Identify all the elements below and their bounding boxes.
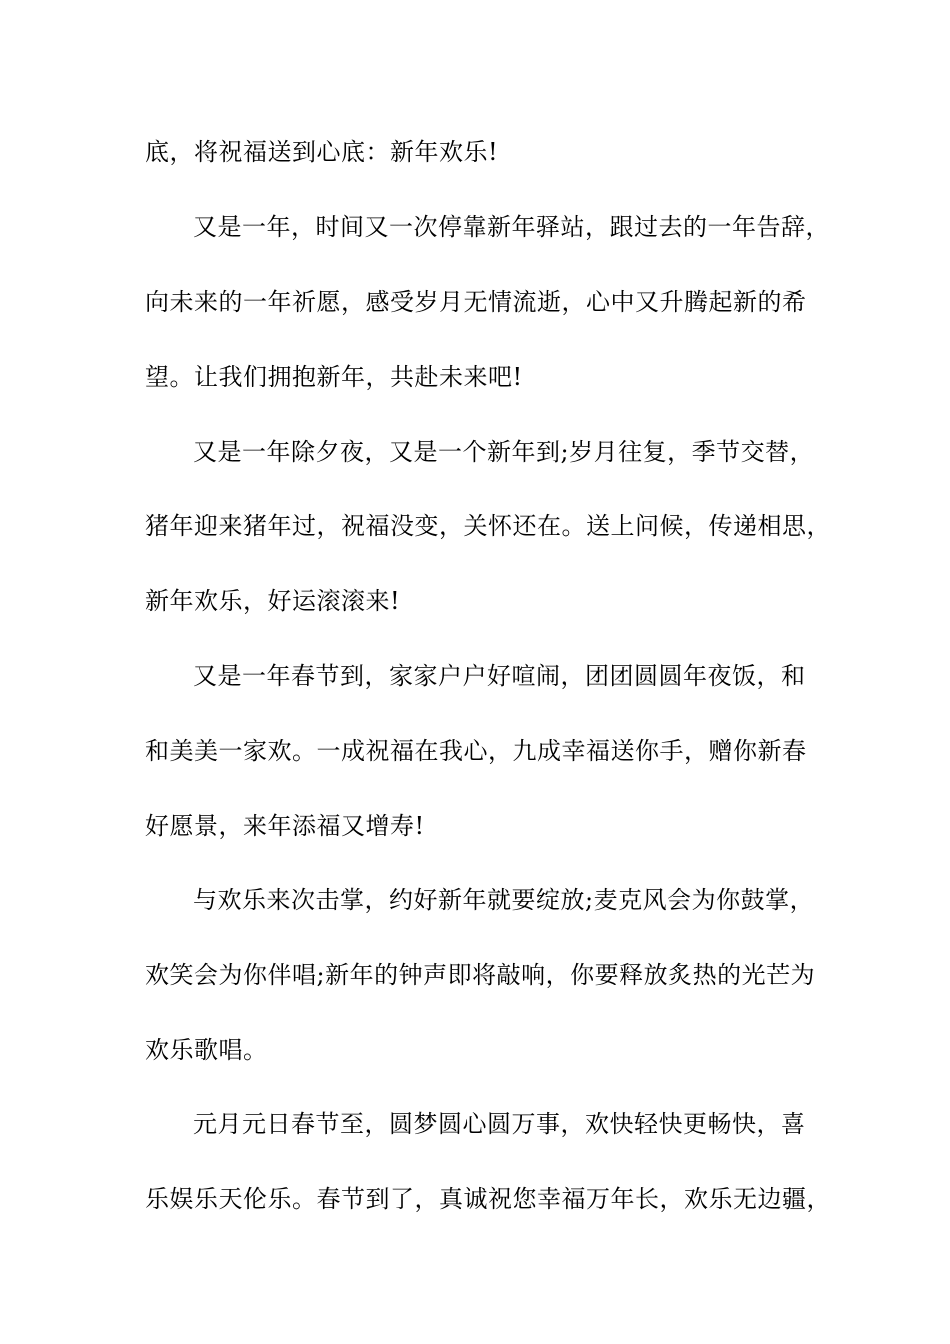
paragraph-2-line-2: 猪年迎来猪年过，祝福没变，关怀还在。送上问候，传递相思， (145, 512, 831, 540)
paragraph-1-line-3: 望。让我们拥抱新年，共赴未来吧! (145, 363, 523, 391)
text-line-1: 底，将祝福送到心底：新年欢乐! (145, 138, 499, 166)
paragraph-3-line-3: 好愿景，来年添福又增寿! (145, 812, 425, 840)
paragraph-1-line-2: 向未来的一年祈愿，感受岁月无情流逝，心中又升腾起新的希 (145, 288, 807, 316)
paragraph-1-line-1: 又是一年，时间又一次停靠新年驿站，跟过去的一年告辞， (193, 213, 830, 241)
paragraph-2-line-3: 新年欢乐，好运滚滚来! (145, 587, 401, 615)
paragraph-3-line-2: 和美美一家欢。一成祝福在我心，九成幸福送你手，赠你新春 (145, 737, 807, 765)
paragraph-5-line-2: 乐娱乐天伦乐。春节到了，真诚祝您幸福万年长，欢乐无边疆， (145, 1185, 831, 1213)
paragraph-4-line-3: 欢乐歌唱。 (145, 1036, 268, 1064)
paragraph-4-line-1: 与欢乐来次击掌，约好新年就要绽放;麦克风会为你鼓掌， (193, 886, 815, 914)
paragraph-4-line-2: 欢笑会为你伴唱;新年的钟声即将敲响，你要释放炙热的光芒为 (145, 961, 816, 989)
paragraph-5-line-1: 元月元日春节至，圆梦圆心圆万事，欢快轻快更畅快，喜 (193, 1110, 806, 1138)
paragraph-2-line-1: 又是一年除夕夜，又是一个新年到;岁月往复，季节交替， (193, 438, 815, 466)
paragraph-3-line-1: 又是一年春节到，家家户户好喧闹，团团圆圆年夜饭，和 (193, 662, 806, 690)
